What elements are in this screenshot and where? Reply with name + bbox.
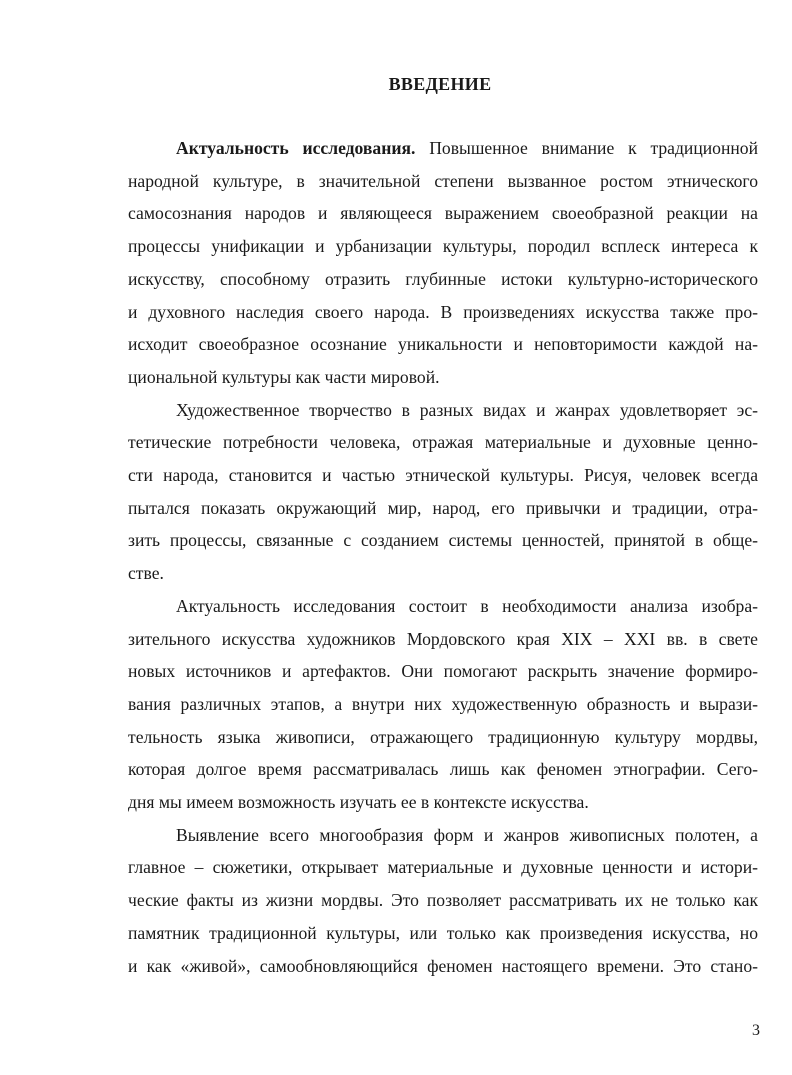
text-line: новых источников и артефактов. Они помогают раскрыть значение формиро- (128, 661, 758, 682)
paragraph-artistic-creativity (128, 394, 758, 590)
text-line (128, 132, 758, 165)
text-line: Актуальность исследования состоит в необходимости анализа изобра- (176, 595, 758, 616)
text-line: и как «живой», самообновляющийся феномен настоящего времени. Это стано- (128, 955, 758, 976)
text-line: ческие факты из жизни мордвы. Это позволяет рассматривать их не только как (128, 890, 758, 911)
text-line: и духовного наследия своего народа. В произведениях искусства также про- (128, 301, 758, 322)
text-line: тельность языка живописи, отражающего традиционную культуру мордвы, (128, 726, 758, 747)
body-text (128, 132, 758, 982)
text-line-content: Повышенное внимание к традиционной (415, 138, 758, 158)
paragraph-forms-and-genres (128, 819, 758, 983)
text-line: тетические потребности человека, отражая материальные и духовные ценно- (128, 432, 758, 453)
text-line: памятник традиционной культуры, или только как произведения искусства, но (128, 922, 758, 943)
page-number: 3 (752, 1022, 760, 1039)
text-line: искусству, способному отразить глубинные истоки культурно-исторического (128, 268, 758, 289)
text-line: Выявление всего многообразия форм и жанров живописных полотен, а (176, 824, 758, 845)
text-line: сти народа, становится и частью этнической культуры. Рисуя, человек всегда (128, 465, 758, 486)
text-line: дня мы имеем возможность изучать ее в контексте искусства. (128, 792, 589, 813)
page-title: ВВЕДЕНИЕ (388, 74, 492, 94)
text-line: самосознания народов и являющееся выражением своеобразной реакции на (128, 203, 758, 224)
text-line: процессы унификации и урбанизации культуры, породил всплеск интереса к (128, 236, 758, 257)
text-line: Художественное творчество в разных видах и жанрах удовлетворяет эс- (176, 399, 758, 420)
text-line: главное – сюжетики, открывает материальные и духовные ценности и истори- (128, 857, 758, 878)
text-line: исходит своеобразное осознание уникальности и неповторимости каждой на- (128, 334, 758, 355)
paragraph-relevance (128, 132, 758, 394)
text-line: народной культуре, в значительной степени вызванное ростом этнического (128, 170, 758, 191)
text-line: вания различных этапов, а внутри них художественную образность и вырази- (128, 693, 758, 714)
text-line: которая долгое время рассматривалась лишь как феномен этнографии. Сего- (128, 759, 758, 780)
paragraph-lead: Актуальность исследования. (176, 138, 416, 158)
text-line: пытался показать окружающий мир, народ, его привычки и традиции, отра- (128, 497, 758, 518)
paragraph-research-necessity (128, 590, 758, 819)
text-line: стве. (128, 563, 164, 584)
text-line: зить процессы, связанные с созданием системы ценностей, принятой в обще- (128, 530, 758, 551)
text-line: циональной культуры как части мировой. (128, 366, 440, 387)
text-line: зительного искусства художников Мордовского края XIX – XXI вв. в свете (128, 628, 758, 649)
